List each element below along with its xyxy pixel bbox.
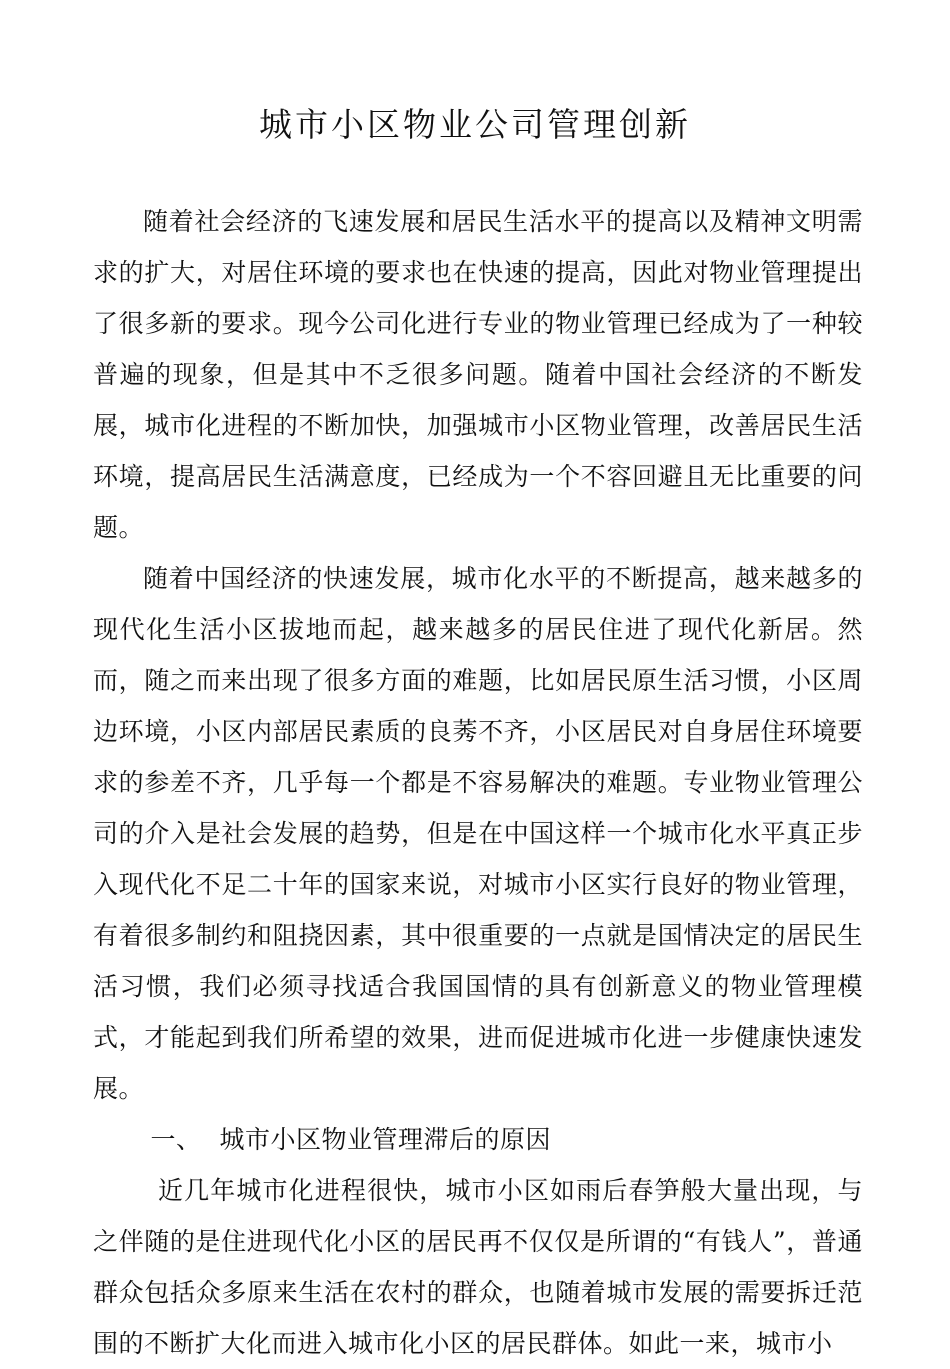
- paragraph-background: 随着中国经济的快速发展，城市化水平的不断提高，越来越多的现代化生活小区拔地而起，越来越多的居民住进了现代化新居。然而，随之而来出现了很多方面的难题，比如居民原生活习惯，小区周边环境，小区内部居民素质的良莠不齐，小区居民对自身居住环境要求的参差不齐，几乎每一个都是不容易解决的难题。专业物业管理公司的介入是社会发展的趋势，但是在中国这样一个城市化水平真正步入现代化不足二十年的国家来说，对城市小区实行良好的物业管理，有着很多制约和阻挠因素，其中很重要的一点就是国情决定的居民生活习惯，我们必须寻找适合我国国情的具有创新意义的物业管理模式，才能起到我们所希望的效果，进而促进城市化进一步健康快速发展。: [93, 564, 863, 1103]
- paragraph-intro: 随着社会经济的飞速发展和居民生活水平的提高以及精神文明需求的扩大，对居住环境的要求也在快速的提高，因此对物业管理提出了很多新的要求。现今公司化进行专业的物业管理已经成为了一种较普遍的现象，但是其中不乏很多问题。随着中国社会经济的不断发展，城市化进程的不断加快，加强城市小区物业管理，改善居民生活环境，提高居民生活满意度，已经成为一个不容回避且无比重要的问题。: [93, 207, 863, 542]
- section-number: 一、: [150, 1125, 202, 1154]
- document-body: [93, 196, 863, 1369]
- paragraph-section-1: 近几年城市化进程很快，城市小区如雨后春笋般大量出现，与之伴随的是住进现代化小区的居民再不仅仅是所谓的“有钱人”，普通群众包括众多原来生活在农村的群众，也随着城市发展的需要拆迁范围的不断扩大化而进入城市化小区的居民群体。如此一来，城市小: [93, 1176, 863, 1358]
- section-heading: [93, 1114, 863, 1165]
- section-heading-text: 城市小区物业管理滞后的原因: [219, 1125, 552, 1154]
- document-title: 城市小区物业公司管理创新: [259, 105, 691, 144]
